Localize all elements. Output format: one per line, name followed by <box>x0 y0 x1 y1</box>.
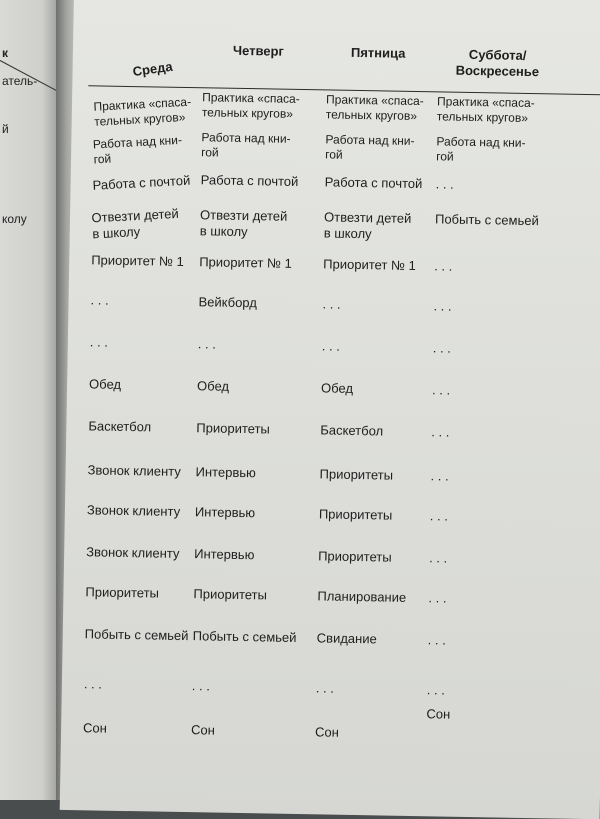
schedule-cell-thu: Практика «спаса- тельных кругов» <box>201 90 300 121</box>
schedule-cell-fri: . . . <box>321 338 341 354</box>
schedule-cell-fri: Отвезти детей в школу <box>323 209 412 242</box>
schedule-cell-sat_sun: . . . <box>434 258 453 274</box>
schedule-cell-sat_sun: . . . <box>429 550 448 566</box>
header-saturday-sunday: Суббота/ Воскресенье <box>455 46 540 80</box>
schedule-cell-wed: Работа с почтой <box>92 172 191 193</box>
schedule-cell-fri: Работа с почтой <box>324 174 423 192</box>
schedule-cell-thu: . . . <box>191 678 211 694</box>
schedule-cell-thu: Обед <box>196 378 230 394</box>
schedule-cell-fri: Приоритет № 1 <box>323 256 416 274</box>
schedule-cell-sat_sun: . . . <box>430 468 449 484</box>
schedule-cell-thu: Отвезти детей в школу <box>199 207 288 240</box>
schedule-cell-sat_sun: Сон <box>426 706 451 722</box>
schedule-cell-sat_sun: . . . <box>432 340 452 356</box>
schedule-cell-fri: Обед <box>320 380 354 396</box>
schedule-cell-sat_sun: . . . <box>431 382 451 398</box>
schedule-cell-fri: Приоритеты <box>319 466 394 483</box>
schedule-cell-thu: Побыть с семьей <box>192 628 297 645</box>
schedule-cell-sat_sun: Работа над кни- гой <box>436 134 526 164</box>
book-page <box>60 0 600 819</box>
left-page-fragment: к <box>2 46 9 60</box>
schedule-cell-wed: Работа над кни- гой <box>92 132 183 167</box>
schedule-cell-thu: Вейкборд <box>198 294 258 311</box>
schedule-cell-thu: Приоритет № 1 <box>199 254 292 271</box>
schedule-cell-wed: Приоритет № 1 <box>91 252 184 269</box>
schedule-cell-fri: . . . <box>315 680 335 696</box>
schedule-cell-fri: Работа над кни- гой <box>325 132 415 162</box>
schedule-cell-thu: Работа над кни- гой <box>201 130 291 160</box>
schedule-cell-sat_sun: . . . <box>433 298 452 314</box>
schedule-cell-sat_sun: . . . <box>435 176 454 192</box>
schedule-cell-wed: Приоритеты <box>85 584 160 601</box>
schedule-cell-fri: Приоритеты <box>318 548 392 565</box>
schedule-cell-thu: Приоритеты <box>193 586 268 603</box>
left-page-fragment: атель- <box>2 74 38 88</box>
schedule-cell-thu: Интервью <box>194 546 255 563</box>
schedule-cell-sat_sun: Побыть с семьей <box>434 211 539 229</box>
schedule-cell-wed: Звонок клиенту <box>87 462 181 479</box>
schedule-cell-wed: Звонок клиенту <box>86 502 181 519</box>
schedule-cell-thu: Интервью <box>194 504 256 521</box>
schedule-cell-fri: . . . <box>322 296 341 312</box>
schedule-cell-sat_sun: . . . <box>429 508 449 524</box>
schedule-cell-wed: Побыть с семьей <box>84 626 189 644</box>
schedule-cell-wed: Практика «спаса- тельных кругов» <box>93 94 192 129</box>
schedule-cell-thu: . . . <box>197 336 217 352</box>
header-wednesday: Среда <box>131 58 174 80</box>
left-page-fragment: й <box>2 122 9 136</box>
schedule-cell-fri: Свидание <box>316 630 377 647</box>
schedule-cell-fri: Планирование <box>317 588 407 605</box>
schedule-cell-fri: Сон <box>314 724 340 740</box>
schedule-cell-sat_sun: . . . <box>428 590 447 606</box>
schedule-cell-wed: Звонок клиенту <box>86 544 180 561</box>
schedule-cell-wed: Сон <box>82 720 108 736</box>
schedule-cell-wed: Обед <box>88 376 122 392</box>
schedule-cell-thu: Приоритеты <box>196 420 270 437</box>
schedule-cell-sat_sun: . . . <box>426 682 446 698</box>
header-friday: Пятница <box>350 44 406 61</box>
schedule-cell-wed: . . . <box>89 334 109 350</box>
schedule-cell-fri: Практика «спаса- тельных кругов» <box>325 92 424 124</box>
header-thursday: Четверг <box>232 42 285 59</box>
schedule-cell-wed: Отвезти детей в школу <box>91 205 180 242</box>
schedule-cell-thu: Работа с почтой <box>200 172 299 189</box>
schedule-cell-fri: Баскетбол <box>320 422 384 439</box>
schedule-cell-sat_sun: Практика «спаса- тельных кругов» <box>436 94 535 125</box>
left-page-fragment: колу <box>2 212 27 226</box>
schedule-cell-wed: . . . <box>83 676 103 692</box>
schedule-cell-thu: Интервью <box>195 464 256 481</box>
schedule-cell-fri: Приоритеты <box>318 506 393 523</box>
schedule-cell-sat_sun: . . . <box>427 632 446 648</box>
schedule-cell-sat_sun: . . . <box>431 424 450 440</box>
left-page-edge <box>0 0 60 800</box>
schedule-cell-wed: Баскетбол <box>88 418 152 435</box>
schedule-cell-wed: . . . <box>90 292 109 308</box>
schedule-cell-thu: Сон <box>190 722 216 738</box>
